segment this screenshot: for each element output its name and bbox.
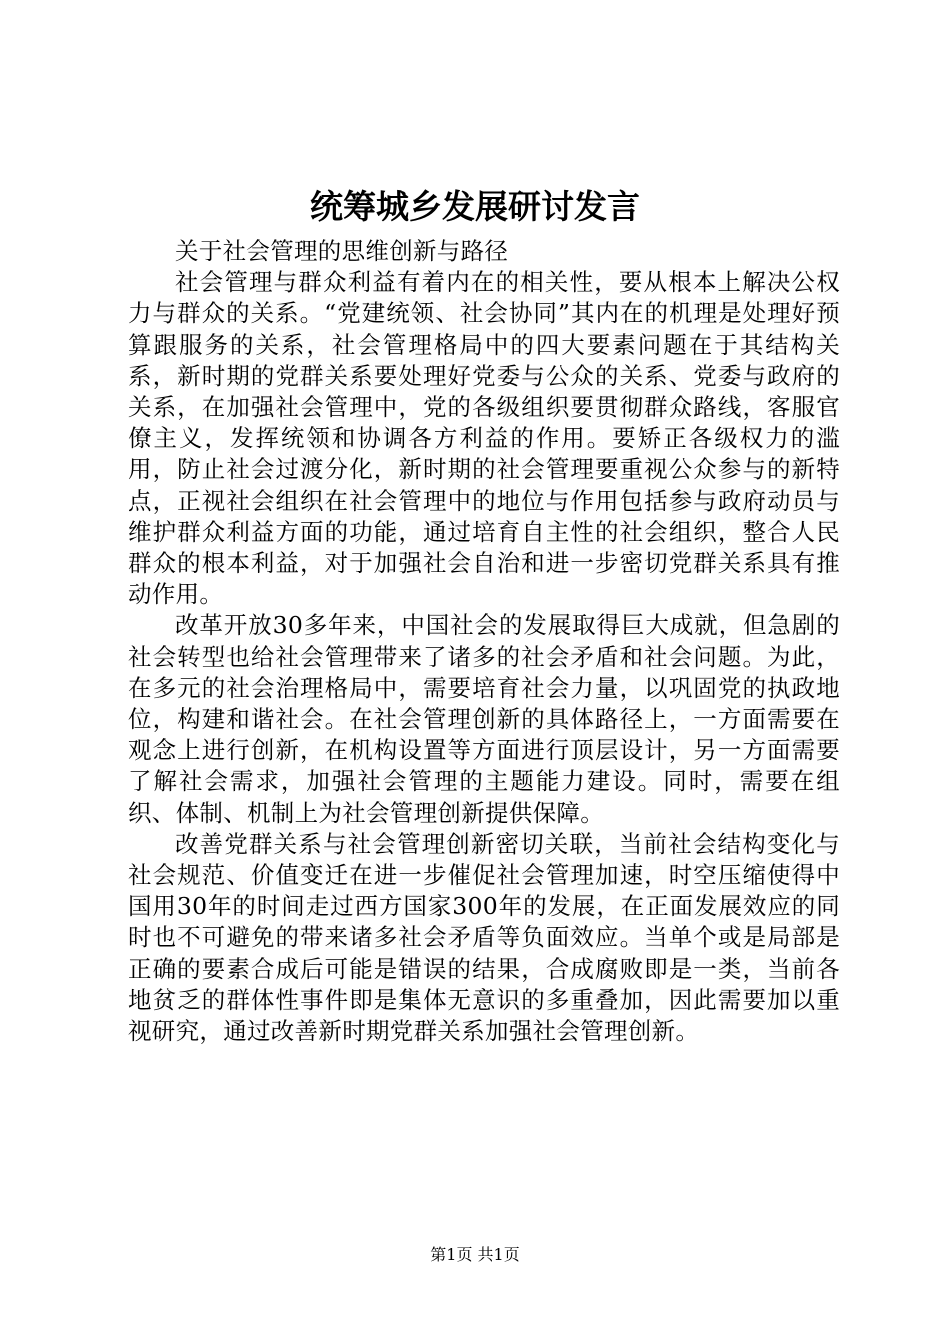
body-paragraph: 社会管理与群众利益有着内在的相关性，要从根本上解决公权力与群众的关系。“党建统领、社会协同”其内在的机理是处理好预算跟服务的关系，社会管理格局中的四大要素问题在于其结构关系，新时期的党群关系要处理好党委与公众的关系、党委与政府的关系，在加强社会管理中，党的各级组织要贯彻群众路线，客服官僚主义，发挥统领和协调各方利益的作用。要矫正各级权力的滥用，防止社会过渡分化，新时期的社会管理要重视公众参与的新特点，正视社会组织在社会管理中的地位与作用包括参与政府动员与维护群众利益方面的功能，通过培育自主性的社会组织，整合人民群众的根本利益，对于加强社会自治和进一步密切党群关系具有推动作用。 (128, 268, 840, 609)
document-body (128, 236, 840, 1047)
page-footer: 第1页 共1页 (430, 1245, 520, 1264)
document-title: 统筹城乡发展研讨发言 (310, 187, 640, 226)
subtitle-paragraph: 关于社会管理的思维创新与路径 (175, 237, 509, 265)
body-paragraph: 改革开放30多年来，中国社会的发展取得巨大成就，但急剧的社会转型也给社会管理带来了诸多的社会矛盾和社会问题。为此，在多元的社会治理格局中，需要培育社会力量，以巩固党的执政地位，构建和谐社会。在社会管理创新的具体路径上，一方面需要在观念上进行创新，在机构设置等方面进行顶层设计，另一方面需要了解社会需求，加强社会管理的主题能力建设。同时，需要在组织、体制、机制上为社会管理创新提供保障。 (128, 611, 840, 827)
body-paragraph: 改善党群关系与社会管理创新密切关联，当前社会结构变化与社会规范、价值变迁在进一步催促社会管理加速，时空压缩使得中国用30年的时间走过西方国家300年的发展，在正面发展效应的同时也不可避免的带来诸多社会矛盾等负面效应。当单个或是局部是正确的要素合成后可能是错误的结果，合成腐败即是一类，当前各地贫乏的群体性事件即是集体无意识的多重叠加，因此需要加以重视研究，通过改善新时期党群关系加强社会管理创新。 (128, 829, 840, 1046)
